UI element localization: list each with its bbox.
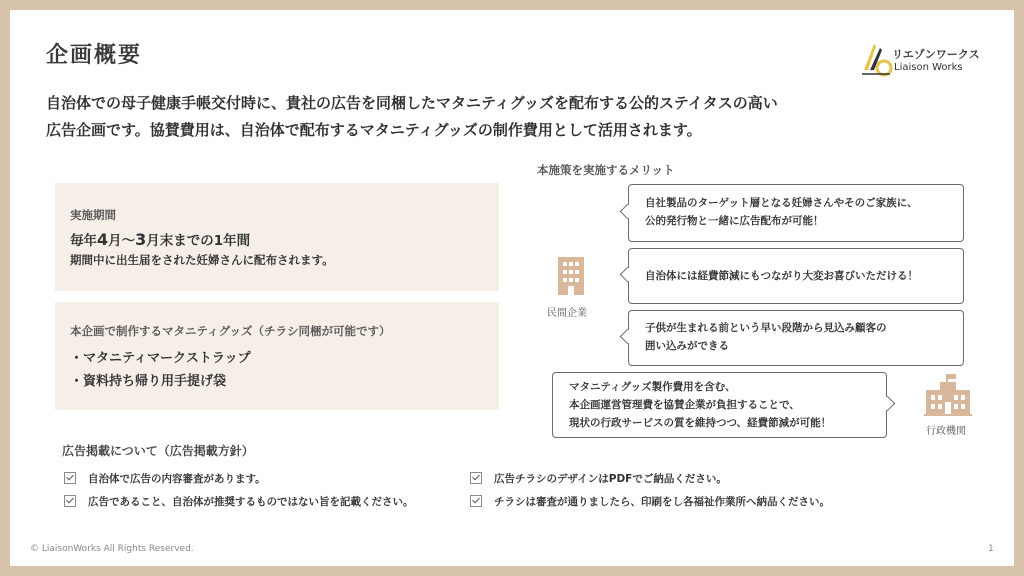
bubble-line: マタニティグッズ製作費用を含む、 (569, 381, 736, 393)
speech-tail (880, 396, 896, 412)
bubble-line: 現状の行政サービスの質を維持つつ、経費節減が可能！ (569, 417, 832, 429)
lead-text (46, 90, 986, 144)
logo-text-en: Liaison Works (894, 62, 963, 73)
page-number: 1 (988, 544, 994, 554)
period-sub: 期間中に出生届をされた妊婦さんに配布されます。 (70, 253, 334, 267)
company-label: 民間企業 (547, 308, 587, 319)
goods-panel (55, 302, 499, 410)
merit-heading: 本施策を実施するメリット (537, 163, 675, 177)
merit-bubble-1 (628, 184, 964, 242)
page-title: 企画概要 (46, 43, 143, 68)
ad-policy-text: チラシは審査が通りましたら、印刷をし各福祉作業所へ納品ください。 (494, 496, 830, 508)
checkbox-checked-icon (470, 495, 482, 507)
goods-heading: 本企画で制作するマタニティグッズ（チラシ同梱が可能です） (70, 324, 391, 338)
checkbox-checked-icon (64, 495, 76, 507)
speech-tail (620, 267, 636, 283)
logo-text-jp: リエゾンワークス (892, 48, 980, 61)
period-heading: 実施期間 (70, 208, 116, 222)
period-num-a: 4 (97, 230, 109, 249)
ad-policy-text: 広告チラシのデザインはPDFでご納品ください。 (494, 473, 727, 485)
bubble-line: 公的発行物と一緒に広告配布が可能！ (645, 215, 824, 227)
bubble-line: 子供が生まれる前という早い段階から見込み顧客の (645, 322, 887, 334)
bubble-line: 本企画運営管理費を協賛企業が負担することで、 (569, 399, 800, 411)
slide (10, 10, 1014, 566)
period-text-c: 月末までの1年間 (146, 233, 251, 249)
speech-tail (620, 204, 636, 220)
period-text-b: 月～ (108, 233, 136, 249)
checkbox-checked-icon (470, 472, 482, 484)
goods-item: ・資料持ち帰り用手提げ袋 (70, 374, 227, 389)
office-building-icon (556, 253, 586, 295)
ad-policy-item (470, 494, 830, 509)
bubble-line: 自治体には経費節減にもつながり大変お喜びいただける！ (645, 270, 918, 282)
bubble-line: 自社製品のターゲット層となる妊婦さんやそのご家族に、 (645, 197, 918, 209)
bubble-line: 囲い込みができる (645, 340, 729, 352)
ad-policy-text: 自治体で広告の内容審査があります。 (88, 473, 266, 485)
period-num-b: 3 (135, 230, 147, 249)
lead-line-1: 自治体での母子健康手帳交付時に、貴社の広告を同梱したマタニティグッズを配布する公的ステイタスの高い (46, 94, 778, 112)
speech-tail (620, 329, 636, 345)
checkbox-checked-icon (64, 472, 76, 484)
liaison-works-logo-icon (860, 40, 894, 80)
ad-policy-text: 広告であること、自治体が推奨するものではない旨を記載ください。 (88, 496, 414, 508)
ad-policy-heading: 広告掲載について（広告掲載方針） (62, 444, 254, 458)
merit-bubble-2 (628, 248, 964, 304)
merit-bubble-3 (628, 310, 964, 366)
lead-line-2: 広告企画です。協賛費用は、自治体で配布するマタニティグッズの制作費用として活用されます。 (46, 121, 702, 139)
ad-policy-item (470, 471, 727, 486)
period-text-a: 毎年 (70, 233, 97, 249)
copyright: © LiaisonWorks All Rights Reserved. (30, 544, 194, 554)
government-label: 行政機関 (926, 426, 966, 437)
goods-item: ・マタニティマークストラップ (70, 351, 251, 366)
ad-policy-item (64, 471, 266, 486)
company-logo (860, 40, 1000, 84)
period-range (70, 229, 250, 249)
ad-policy-item (64, 494, 414, 509)
period-panel (55, 183, 499, 291)
merit-bubble-4 (552, 372, 887, 438)
government-building-icon (924, 374, 972, 416)
